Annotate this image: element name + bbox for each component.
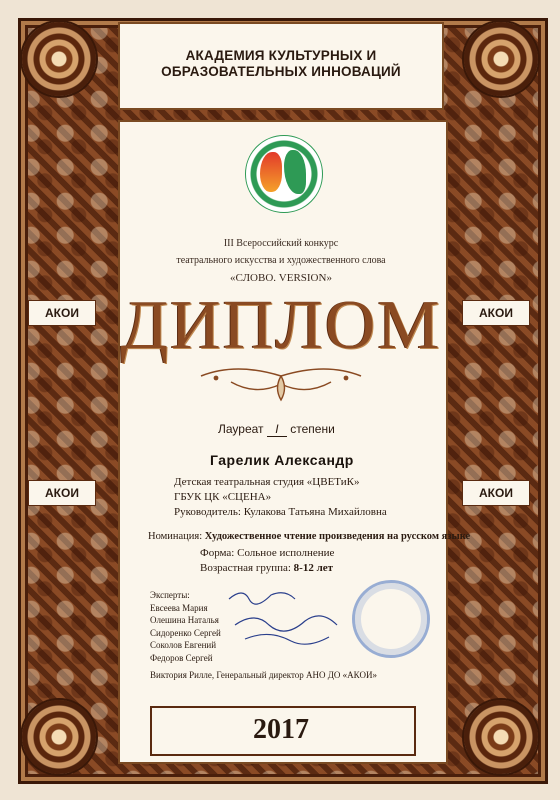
age-group-label: Возрастная группа: bbox=[200, 562, 291, 574]
academy-logo-icon bbox=[245, 135, 323, 213]
laureate-prefix: Лауреат bbox=[218, 422, 264, 436]
contest-line1: III Всероссийский конкурс bbox=[223, 238, 339, 249]
akoi-tag-right-lower: АКОИ bbox=[462, 480, 530, 506]
corner-rosette-top-left bbox=[22, 22, 96, 96]
contest-line3: «СЛОВО. VERSION» bbox=[230, 272, 332, 284]
nomination-value: Художественное чтение произведения на русском языке bbox=[204, 531, 471, 542]
age-group-line bbox=[200, 562, 333, 574]
logo-leaf-shape bbox=[284, 150, 306, 194]
participant-studio: Детская театральная студия «ЦВЕТиК» bbox=[174, 476, 360, 488]
diploma-title: ДИПЛОМ bbox=[120, 287, 442, 364]
decorative-flourish-icon bbox=[196, 362, 366, 406]
logo-flame-shape bbox=[260, 152, 282, 192]
nomination-line bbox=[148, 531, 470, 542]
expert-name: Олешина Наталья bbox=[150, 615, 219, 625]
corner-rosette-top-right bbox=[464, 22, 538, 96]
participant-leader: Руководитель: Кулакова Татьяна Михайловна bbox=[174, 506, 387, 518]
academy-name-line1: АКАДЕМИЯ КУЛЬТУРНЫХ И bbox=[185, 48, 377, 63]
corner-rosette-bottom-right bbox=[464, 700, 538, 774]
expert-name: Соколов Евгений bbox=[150, 640, 217, 650]
contest-line2: театрального искусства и художественного слова bbox=[176, 255, 386, 266]
director-signature-line: Виктория Рилле, Генеральный директор АНО ДО «АКОИ» bbox=[150, 670, 377, 680]
laureate-degree: I bbox=[267, 422, 287, 437]
signature-icon bbox=[225, 585, 345, 655]
laureate-line bbox=[218, 422, 335, 437]
form-value: Сольное исполнение bbox=[237, 547, 335, 559]
laureate-suffix: степени bbox=[290, 422, 335, 436]
academy-name-line2: ОБРАЗОВАТЕЛЬНЫХ ИННОВАЦИЙ bbox=[161, 64, 401, 79]
diploma-year: 2017 bbox=[253, 714, 309, 745]
form-line bbox=[200, 547, 334, 559]
academy-name bbox=[150, 48, 412, 80]
experts-label: Эксперты: bbox=[150, 590, 190, 600]
nomination-label: Номинация: bbox=[148, 531, 203, 542]
akoi-tag-left-lower: АКОИ bbox=[28, 480, 96, 506]
participant-organization: ГБУК ЦК «СЦЕНА» bbox=[174, 491, 272, 503]
akoi-tag-left-upper: АКОИ bbox=[28, 300, 96, 326]
seal-stamp-icon bbox=[352, 580, 430, 658]
expert-name: Федоров Сергей bbox=[150, 652, 213, 663]
experts-list bbox=[150, 589, 221, 664]
form-label: Форма: bbox=[200, 547, 235, 559]
diploma-paper bbox=[118, 120, 448, 764]
corner-rosette-bottom-left bbox=[22, 700, 96, 774]
age-group-value: 8-12 лет bbox=[293, 562, 334, 574]
participant-name: Гарелик Александр bbox=[210, 452, 354, 468]
expert-name: Сидоренко Сергей bbox=[150, 627, 221, 638]
expert-name: Евсеева Мария bbox=[150, 602, 208, 613]
akoi-tag-right-upper: АКОИ bbox=[462, 300, 530, 326]
